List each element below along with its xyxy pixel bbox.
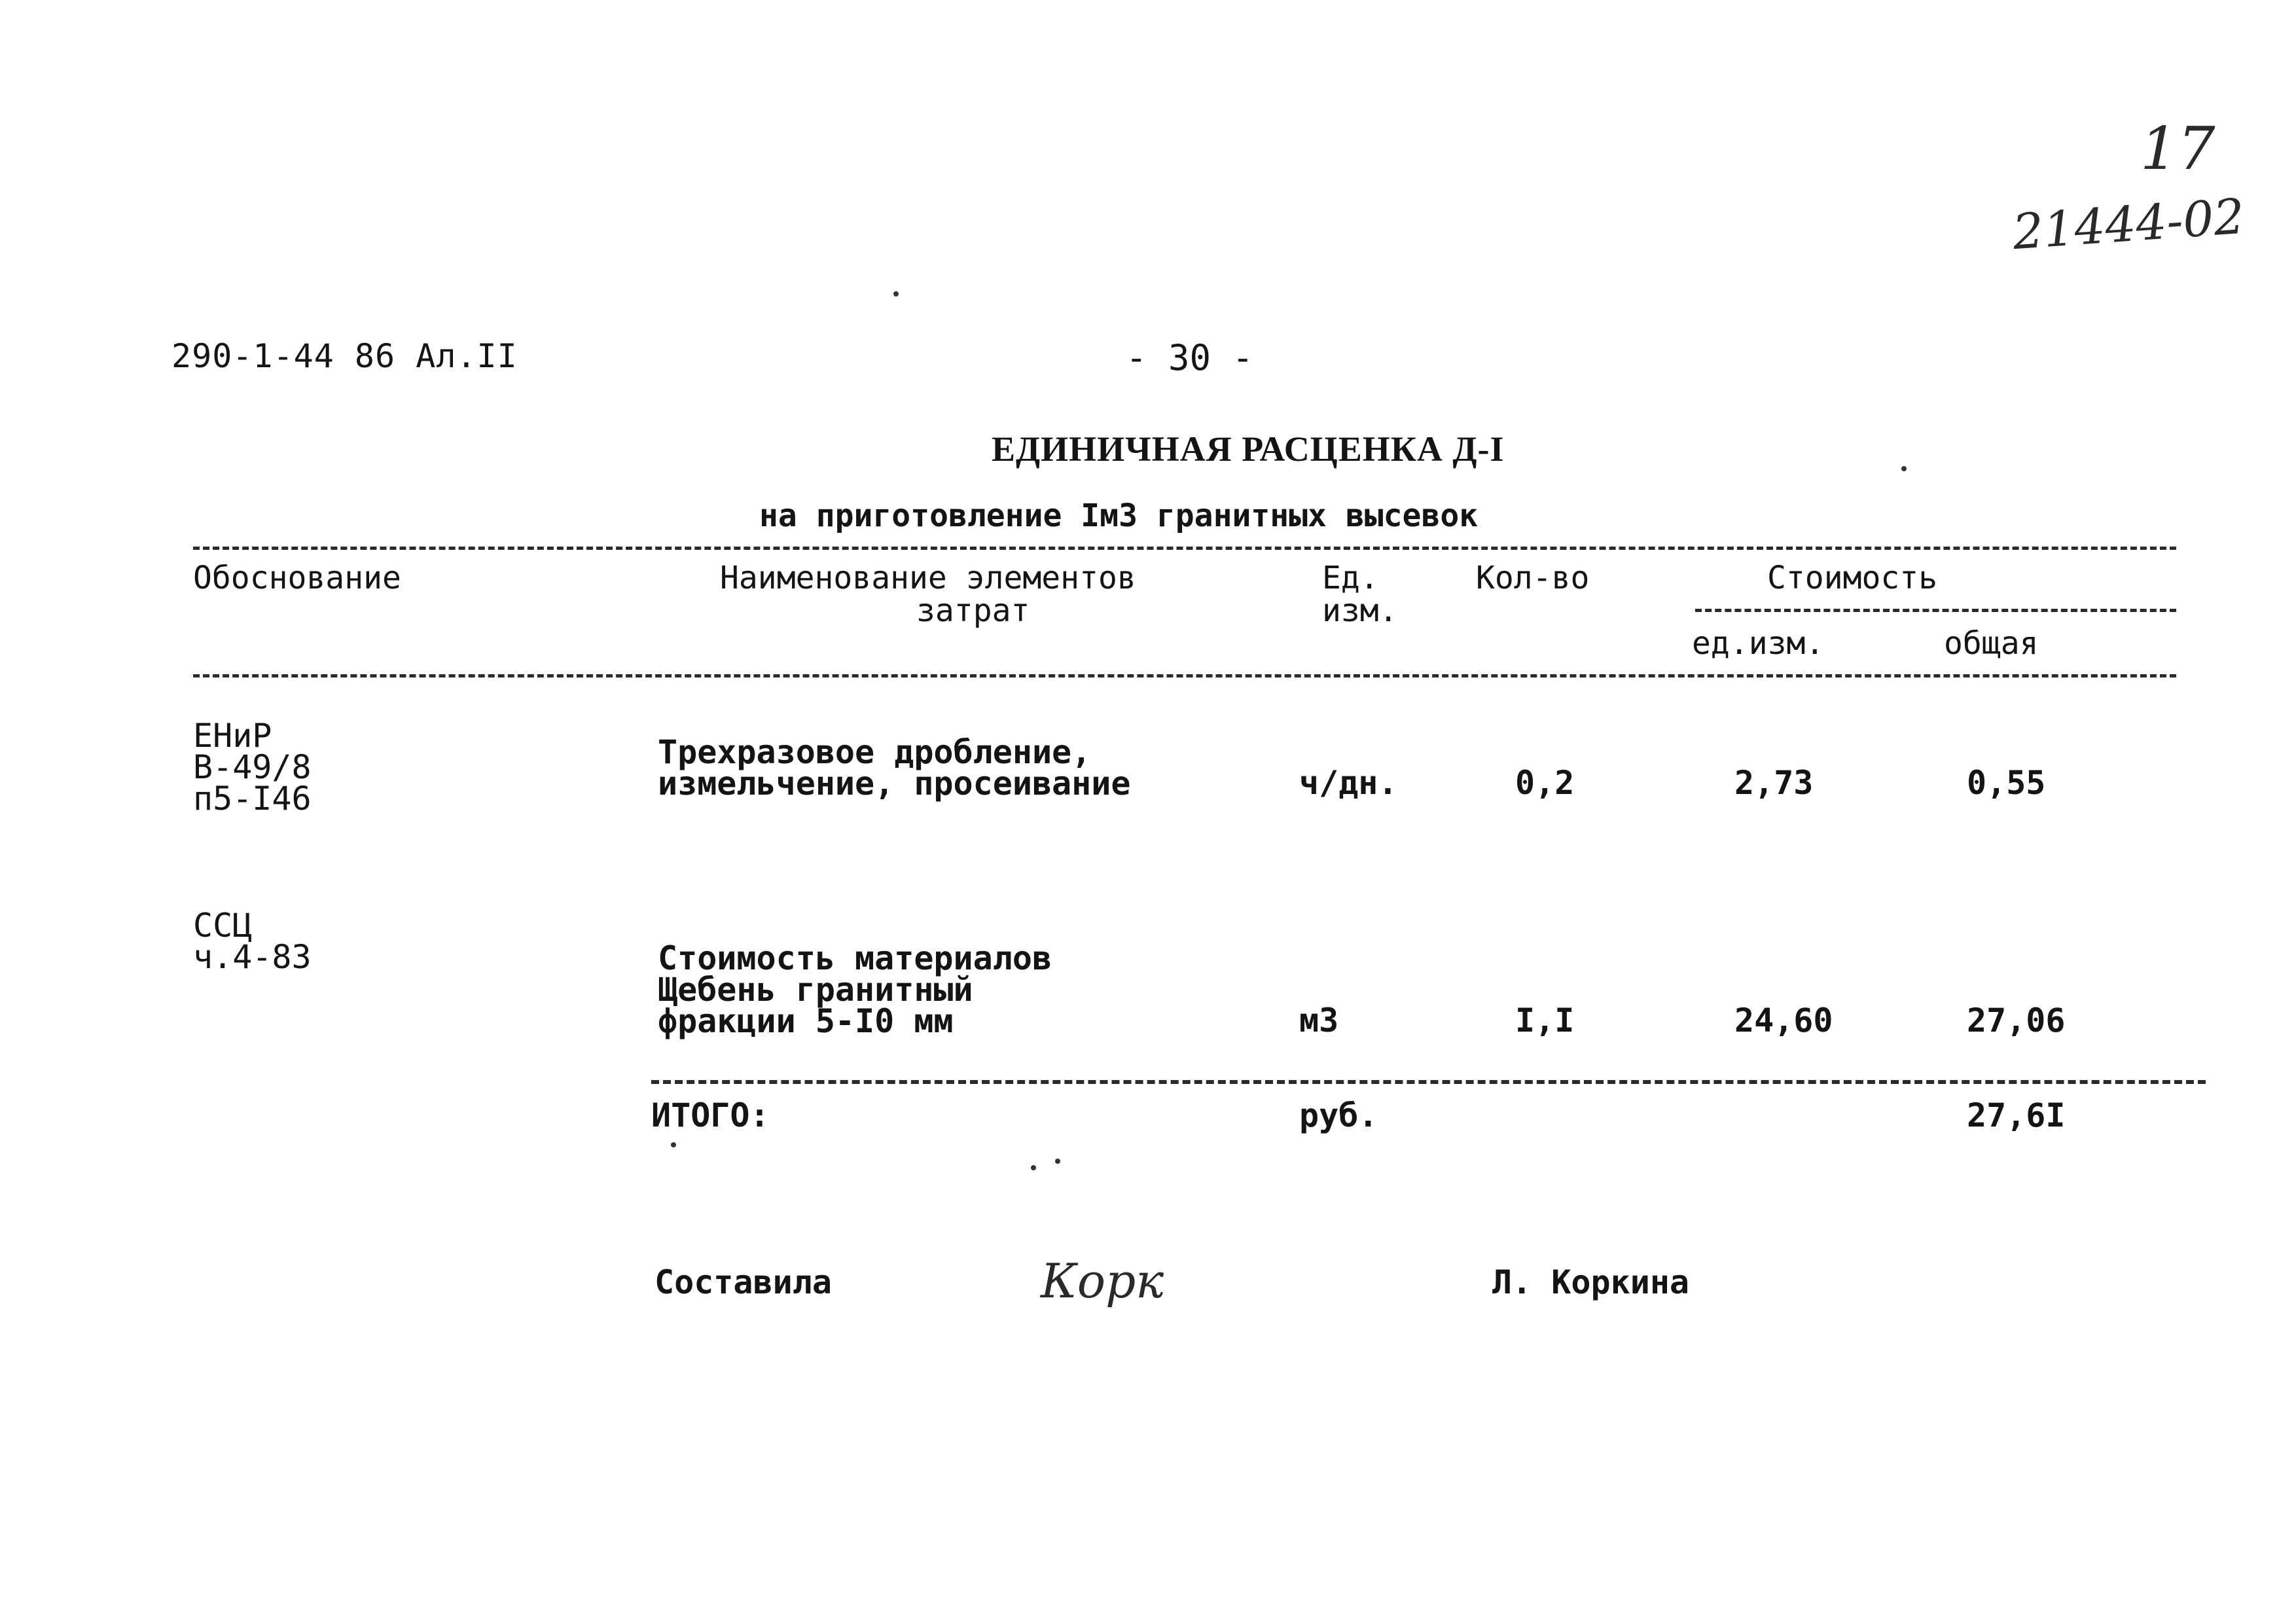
- table-row-1-basis: ЕНиР В-49/8 п5-I46: [193, 717, 312, 818]
- table-row-1-unit: ч/дн.: [1299, 764, 1398, 802]
- table-top-rule: [193, 547, 2176, 550]
- column-cost-total-header: общая: [1944, 625, 2039, 662]
- column-unit-header-cont: изм.: [1322, 592, 1398, 629]
- table-row-1-cost-unit: 2,73: [1734, 764, 1814, 802]
- scan-speck: [1901, 466, 1907, 471]
- inventory-number: 21444-02: [2011, 188, 2247, 261]
- total-rule: [651, 1080, 2206, 1084]
- total-value: 27,6I: [1967, 1096, 2066, 1134]
- scan-speck: [671, 1142, 676, 1147]
- page-subtitle: на приготовление Iм3 гранитных высевок: [759, 497, 1479, 534]
- document-code: 290-1-44 86 Ал.II: [171, 337, 518, 375]
- scan-speck: [893, 291, 899, 297]
- page-number: - 30 -: [1126, 337, 1254, 378]
- column-name-header-cont: затрат: [916, 592, 1030, 629]
- table-row-1-qty: 0,2: [1515, 764, 1575, 802]
- column-qty-header: Кол-во: [1476, 560, 1590, 596]
- sheet-number: 17: [2140, 115, 2215, 183]
- column-cost-unit-header: ед.изм.: [1692, 625, 1825, 662]
- page-title: ЕДИНИЧНАЯ РАСЦЕНКА Д-I: [992, 429, 1505, 469]
- table-row-2-basis: ССЦ ч.4-83: [193, 907, 312, 976]
- total-unit: руб.: [1299, 1096, 1378, 1134]
- total-label: ИТОГО:: [651, 1096, 770, 1134]
- scan-speck: [1031, 1165, 1036, 1170]
- column-basis-header: Обоснование: [193, 560, 401, 596]
- column-name-header: Наименование элементов: [720, 560, 1136, 596]
- table-row-2-qty: I,I: [1515, 1001, 1575, 1039]
- column-cost-header: Стоимость: [1767, 560, 1938, 596]
- column-unit-header: Ед.: [1322, 560, 1379, 596]
- scan-speck: [1055, 1159, 1060, 1164]
- compiler-name: Л. Коркина: [1492, 1263, 1690, 1301]
- table-row-1-name: Трехразовое дробление, измельчение, просеивание: [658, 733, 1131, 803]
- table-row-2-unit: м3: [1299, 1001, 1339, 1039]
- table-row-2-cost-total: 27,06: [1967, 1001, 2066, 1039]
- cost-header-rule: [1695, 609, 2176, 612]
- header-bottom-rule: [193, 674, 2176, 677]
- handwritten-signature: Корк: [1041, 1254, 1164, 1308]
- table-row-2-name: Стоимость материалов Щебень гранитный фракции 5-I0 мм: [658, 939, 1052, 1040]
- table-row-2-cost-unit: 24,60: [1734, 1001, 1833, 1039]
- table-row-1-cost-total: 0,55: [1967, 764, 2046, 802]
- compiled-by-label: Составила: [655, 1263, 832, 1301]
